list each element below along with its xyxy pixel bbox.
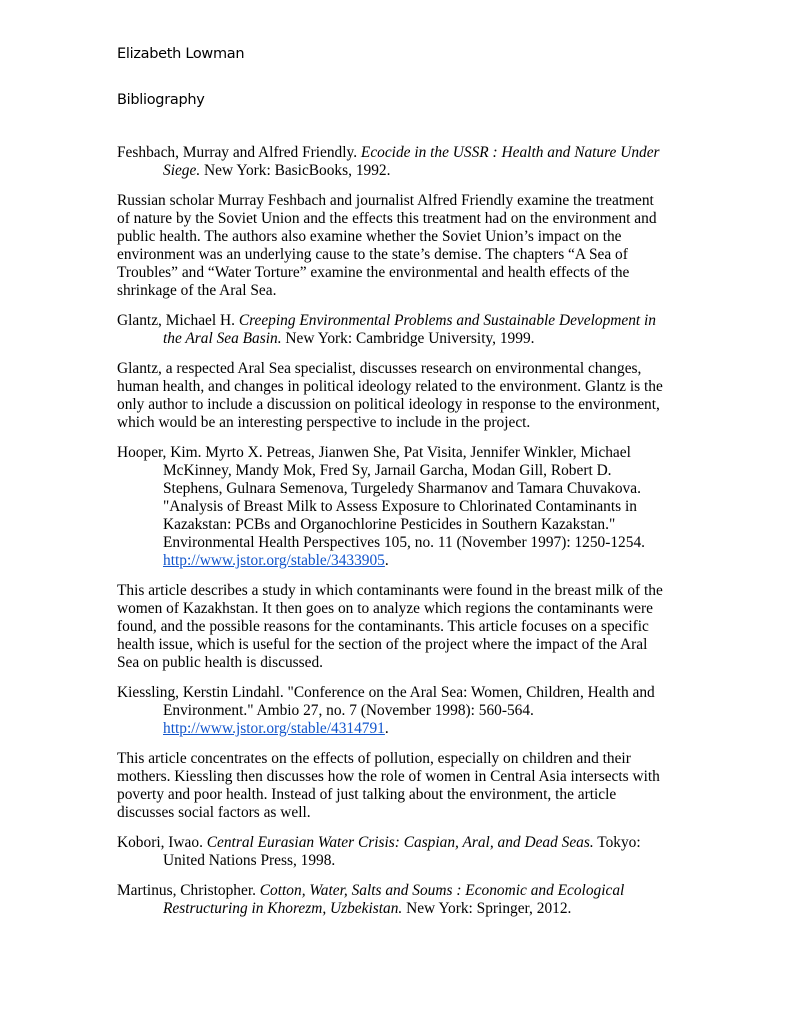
citation-title: Restructuring in Khorezm, Uzbekistan. — [163, 900, 403, 917]
author-name: Elizabeth Lowman — [117, 46, 245, 62]
citation-line — [117, 900, 675, 918]
annotation-line: found, and the possible reasons for the contaminants. This article focuses on a specific — [117, 618, 649, 635]
citation-line — [117, 498, 675, 516]
citation-link[interactable]: http://www.jstor.org/stable/4314791 — [163, 720, 385, 737]
citation-line — [117, 552, 675, 570]
annotation-paragraph — [117, 582, 675, 672]
citation-text: Tokyo: — [593, 834, 641, 851]
citation — [117, 144, 675, 180]
annotation-line: human health, and changes in political ideology related to the environment. Glantz is the — [117, 378, 663, 395]
citation — [117, 684, 675, 738]
annotation-paragraph — [117, 192, 675, 300]
annotation-line: public health. The authors also examine whether the Soviet Union’s impact on the — [117, 228, 622, 245]
annotation-line: This article describes a study in which contaminants were found in the breast milk of the — [117, 582, 663, 599]
citation-text: Environment." Ambio 27, no. 7 (November 1998): 560-564. — [163, 702, 534, 719]
citation-text: Environmental Health Perspectives 105, no. 11 (November 1997): 1250-1254. — [163, 534, 645, 551]
citation-text: Martinus, Christopher. — [117, 882, 260, 899]
citation-text: . — [384, 552, 389, 569]
citation-line — [117, 852, 675, 870]
citation-title: Cotton, Water, Salts and Soums : Economic and Ecological — [259, 882, 625, 899]
annotation-line: This article concentrates on the effects of pollution, especially on children and their — [117, 750, 631, 767]
annotation-line: which would be an interesting perspective to include in the project. — [117, 414, 531, 431]
citation — [117, 834, 675, 870]
citation-title: the Aral Sea Basin. — [163, 330, 282, 347]
annotation-line: mothers. Kiessling then discusses how the role of women in Central Asia intersects with — [117, 768, 660, 785]
citation-link[interactable]: http://www.jstor.org/stable/3433905 — [163, 552, 385, 569]
bibliography-list — [117, 144, 675, 930]
citation-line — [117, 684, 675, 702]
citation-title: Ecocide in the USSR : Health and Nature Under — [360, 144, 660, 161]
page-title: Bibliography — [117, 92, 205, 108]
citation-line — [117, 162, 675, 180]
annotation-line: discusses social factors as well. — [117, 804, 311, 821]
citation-title: Central Eurasian Water Crisis: Caspian, Aral, and Dead Seas. — [206, 834, 594, 851]
annotation-line: Glantz, a respected Aral Sea specialist, discusses research on environmental changes, — [117, 360, 642, 377]
annotation-line: women of Kazakhstan. It then goes on to analyze which regions the contaminants were — [117, 600, 653, 617]
annotation-line: health issue, which is useful for the section of the project where the impact of the Aral — [117, 636, 648, 653]
annotation-paragraph — [117, 360, 675, 432]
citation-text: Feshbach, Murray and Alfred Friendly. — [117, 144, 361, 161]
citation-line — [117, 144, 675, 162]
annotation-line: only author to include a discussion on political ideology in response to the environment, — [117, 396, 660, 413]
annotation-line: Russian scholar Murray Feshbach and journalist Alfred Friendly examine the treatment — [117, 192, 654, 209]
annotation-line: environment was an underlying cause to the state’s demise. The chapters “A Sea of — [117, 246, 628, 263]
citation-text: Hooper, Kim. Myrto X. Petreas, Jianwen She, Pat Visita, Jennifer Winkler, Michael — [117, 444, 631, 461]
annotation-paragraph — [117, 750, 675, 822]
citation-line — [117, 462, 675, 480]
citation-line — [117, 882, 675, 900]
citation-text: United Nations Press, 1998. — [163, 852, 336, 869]
citation-text: Kobori, Iwao. — [117, 834, 207, 851]
citation-text: . — [384, 720, 389, 737]
citation — [117, 882, 675, 918]
annotation-line: poverty and poor health. Instead of just talking about the environment, the article — [117, 786, 617, 803]
annotation-line: shrinkage of the Aral Sea. — [117, 282, 277, 299]
citation-line — [117, 720, 675, 738]
citation-text: Kiessling, Kerstin Lindahl. "Conference on the Aral Sea: Women, Children, Health and — [117, 684, 655, 701]
citation-text: "Analysis of Breast Milk to Assess Exposure to Chlorinated Contaminants in — [163, 498, 637, 515]
citation-line — [117, 330, 675, 348]
annotation-line: Troubles” and “Water Torture” examine the environmental and health effects of the — [117, 264, 630, 281]
citation-line — [117, 702, 675, 720]
citation-line — [117, 312, 675, 330]
citation-text: New York: BasicBooks, 1992. — [200, 162, 391, 179]
citation-line — [117, 444, 675, 462]
citation-line — [117, 480, 675, 498]
citation-text: Stephens, Gulnara Semenova, Turgeledy Sharmanov and Tamara Chuvakova. — [163, 480, 641, 497]
citation-line — [117, 534, 675, 552]
citation-text: New York: Springer, 2012. — [402, 900, 572, 917]
citation-line — [117, 834, 675, 852]
citation — [117, 312, 675, 348]
citation-text: New York: Cambridge University, 1999. — [281, 330, 535, 347]
citation-text: Glantz, Michael H. — [117, 312, 239, 329]
citation-title: Creeping Environmental Problems and Sustainable Development in — [238, 312, 656, 329]
citation-text: McKinney, Mandy Mok, Fred Sy, Jarnail Garcha, Modan Gill, Robert D. — [163, 462, 612, 479]
annotation-line: Sea on public health is discussed. — [117, 654, 324, 671]
annotation-line: of nature by the Soviet Union and the effects this treatment had on the environment and — [117, 210, 657, 227]
citation-text: Kazakstan: PCBs and Organochlorine Pesticides in Southern Kazakstan." — [163, 516, 616, 533]
citation-line — [117, 516, 675, 534]
citation-title: Siege. — [163, 162, 201, 179]
citation — [117, 444, 675, 570]
